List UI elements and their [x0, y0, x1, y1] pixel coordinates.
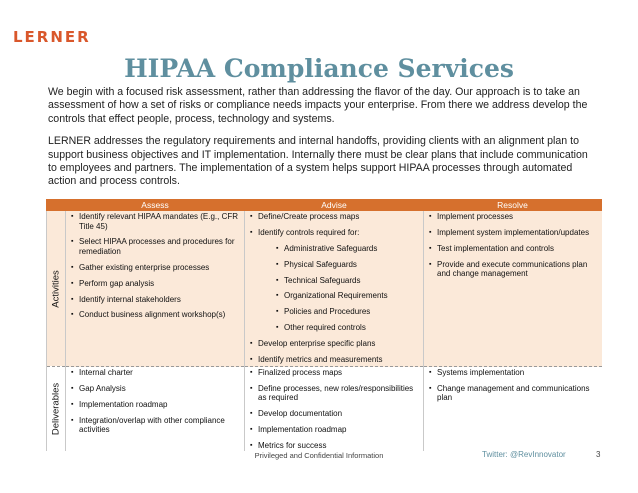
- cell-activities-resolve: [424, 211, 602, 367]
- column-header-assess: Assess: [66, 200, 245, 211]
- list-item: ▪ Test implementation and controls: [429, 244, 599, 254]
- list-item: ▪ Perform gap analysis: [71, 279, 241, 289]
- list-item: ▪ Integration/overlap with other compliance activities: [71, 416, 241, 435]
- list-item: ▪ Implementation roadmap: [71, 400, 241, 410]
- list-item: ▪ Implement processes: [429, 212, 599, 222]
- row-header-spacer: [47, 200, 66, 211]
- list-item: ▪ Other required controls: [276, 323, 420, 333]
- list-item: ▪ Define processes, new roles/responsibilities as required: [250, 384, 420, 403]
- list-item: ▪ Gap Analysis: [71, 384, 241, 394]
- confidential-footer: Privileged and Confidential Information: [254, 451, 384, 460]
- twitter-handle[interactable]: Twitter: @RevInnovator: [482, 450, 566, 459]
- services-table: [46, 199, 602, 451]
- list-item: ▪ Select HIPAA processes and procedures for remediation: [71, 237, 241, 256]
- list-item: ▪ Change management and communications plan: [429, 384, 599, 403]
- list-item: ▪ Define/Create process maps: [250, 212, 420, 222]
- list-item: ▪ Organizational Requirements: [276, 291, 420, 301]
- list-item: ▪ Implement system implementation/updates: [429, 228, 599, 238]
- intro-paragraph-2: LERNER addresses the regulatory requirements and internal handoffs, providing clients with an alignment plan to support business objectives and IT implementation. Internally there must be clear plans that include communication to employees and partners. The implementation of a system helps support HIPAA processes through automated action and process controls.: [48, 135, 588, 188]
- list-item: ▪ Physical Safeguards: [276, 260, 420, 270]
- list-item: ▪ Identify metrics and measurements: [250, 355, 420, 365]
- list-item: ▪ Gather existing enterprise processes: [71, 263, 241, 273]
- cell-activities-advise: [245, 211, 424, 367]
- table-row-deliverables: [47, 367, 602, 451]
- cell-deliverables-advise: [245, 367, 424, 451]
- list-item: ▪ Develop enterprise specific plans: [250, 339, 420, 349]
- intro-text: [48, 86, 588, 198]
- list-item: ▪ Systems implementation: [429, 368, 599, 378]
- list-item: ▪ Technical Safeguards: [276, 276, 420, 286]
- list-item: ▪ Identify internal stakeholders: [71, 295, 241, 305]
- list-item: ▪ Identify relevant HIPAA mandates (E.g., CFR Title 45): [71, 212, 241, 231]
- list-item: ▪ Develop documentation: [250, 409, 420, 419]
- page-title: HIPAA Compliance Services: [124, 54, 514, 83]
- column-header-advise: Advise: [245, 200, 424, 211]
- list-item: ▪ Metrics for success: [250, 441, 420, 451]
- row-label-cell: [47, 367, 66, 451]
- row-label-cell: [47, 211, 66, 367]
- table-row-activities: [47, 211, 602, 367]
- page-number: 3: [596, 450, 601, 459]
- list-item: ▪ Conduct business alignment workshop(s): [71, 310, 241, 320]
- cell-activities-assess: [66, 211, 245, 367]
- list-item: ▪ Implementation roadmap: [250, 425, 420, 435]
- list-item: ▪ Administrative Safeguards: [276, 244, 420, 254]
- column-header-resolve: Resolve: [424, 200, 602, 211]
- list-item: ▪ Finalized process maps: [250, 368, 420, 378]
- row-label-activities: Activities: [50, 269, 62, 308]
- list-item: ▪ Identify controls required for:: [250, 228, 420, 238]
- list-item: ▪ Provide and execute communications plan and change management: [429, 260, 599, 279]
- table-header-row: [47, 200, 602, 211]
- cell-deliverables-assess: [66, 367, 245, 451]
- cell-deliverables-resolve: [424, 367, 602, 451]
- lerner-logo: LERNER: [13, 28, 91, 46]
- row-label-deliverables: Deliverables: [50, 382, 62, 435]
- intro-paragraph-1: We begin with a focused risk assessment, rather than addressing the flavor of the day. Our approach is to take an assessment of how a set of risks or compliance needs impacts your enterprise. From there we address develop the controls that effect people, process, technology and systems.: [48, 86, 588, 125]
- list-item: ▪ Internal charter: [71, 368, 241, 378]
- list-item: ▪ Policies and Procedures: [276, 307, 420, 317]
